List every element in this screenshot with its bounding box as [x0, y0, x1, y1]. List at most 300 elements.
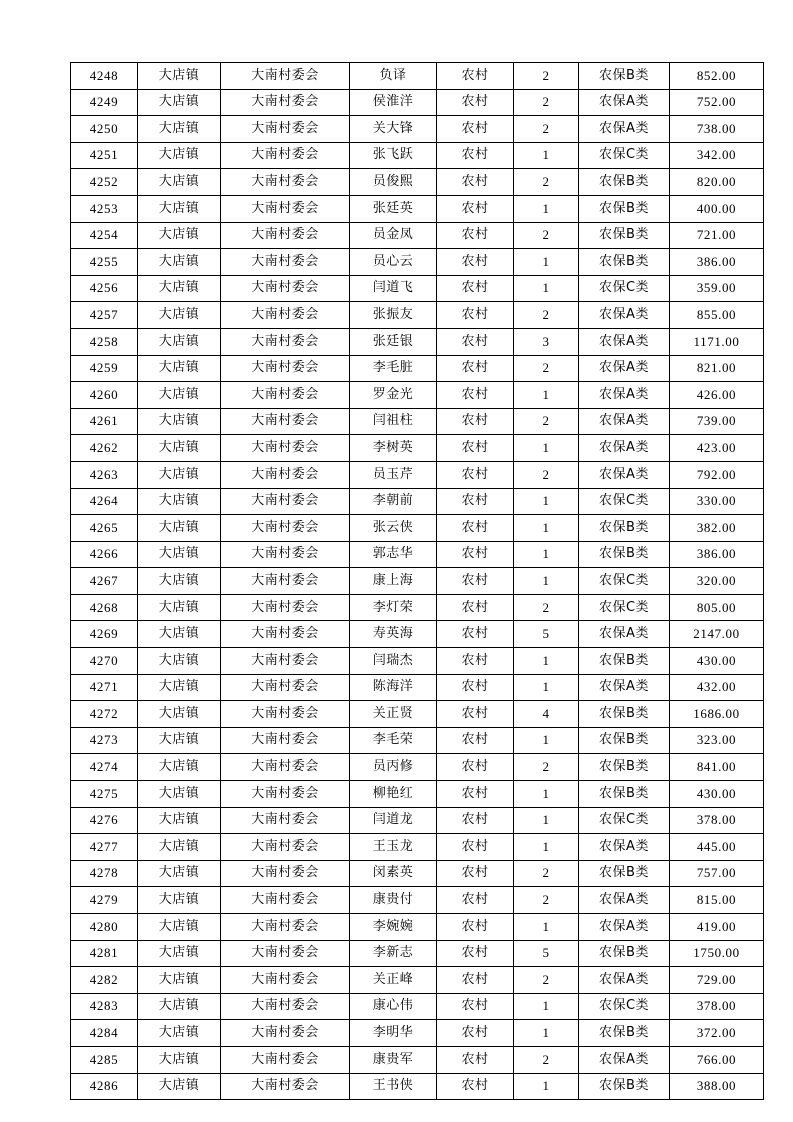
table-row: [71, 169, 764, 196]
cell-id: 4272: [71, 701, 138, 728]
cell-town: 大店镇: [138, 222, 221, 249]
cell-id: 4269: [71, 621, 138, 648]
cell-name: 康心伟: [350, 993, 437, 1020]
cell-town: 大店镇: [138, 408, 221, 435]
cell-village: 大南村委会: [221, 754, 350, 781]
cell-household-type: 农村: [437, 488, 514, 515]
cell-category: 农保C类: [579, 993, 670, 1020]
cell-id: 4266: [71, 541, 138, 568]
table-row: [71, 408, 764, 435]
cell-town: 大店镇: [138, 648, 221, 675]
cell-name: 张飞跃: [350, 142, 437, 169]
cell-village: 大南村委会: [221, 594, 350, 621]
table-row: [71, 142, 764, 169]
cell-person-count: 1: [514, 541, 579, 568]
cell-person-count: 1: [514, 993, 579, 1020]
table-row: [71, 488, 764, 515]
table-row: [71, 1046, 764, 1073]
cell-amount: 729.00: [670, 967, 764, 994]
cell-household-type: 农村: [437, 515, 514, 542]
cell-id: 4251: [71, 142, 138, 169]
cell-town: 大店镇: [138, 355, 221, 382]
cell-household-type: 农村: [437, 275, 514, 302]
cell-household-type: 农村: [437, 195, 514, 222]
cell-person-count: 2: [514, 461, 579, 488]
cell-category: 农保B类: [579, 515, 670, 542]
cell-name: 关正峰: [350, 967, 437, 994]
cell-town: 大店镇: [138, 63, 221, 90]
cell-category: 农保B类: [579, 195, 670, 222]
cell-village: 大南村委会: [221, 355, 350, 382]
table-row: [71, 435, 764, 462]
cell-town: 大店镇: [138, 781, 221, 808]
cell-person-count: 5: [514, 940, 579, 967]
cell-town: 大店镇: [138, 674, 221, 701]
cell-amount: 1686.00: [670, 701, 764, 728]
cell-village: 大南村委会: [221, 674, 350, 701]
cell-category: 农保B类: [579, 648, 670, 675]
cell-town: 大店镇: [138, 701, 221, 728]
cell-village: 大南村委会: [221, 142, 350, 169]
cell-amount: 386.00: [670, 541, 764, 568]
table-row: [71, 568, 764, 595]
cell-category: 农保C类: [579, 488, 670, 515]
cell-name: 张廷银: [350, 328, 437, 355]
cell-amount: 852.00: [670, 63, 764, 90]
cell-village: 大南村委会: [221, 967, 350, 994]
table-row: [71, 302, 764, 329]
cell-person-count: 1: [514, 568, 579, 595]
cell-town: 大店镇: [138, 914, 221, 941]
cell-name: 柳艳红: [350, 781, 437, 808]
cell-town: 大店镇: [138, 1046, 221, 1073]
cell-village: 大南村委会: [221, 222, 350, 249]
cell-household-type: 农村: [437, 674, 514, 701]
cell-name: 李明华: [350, 1020, 437, 1047]
cell-person-count: 1: [514, 648, 579, 675]
cell-category: 农保C类: [579, 568, 670, 595]
cell-person-count: 1: [514, 515, 579, 542]
cell-category: 农保B类: [579, 169, 670, 196]
cell-id: 4273: [71, 727, 138, 754]
table-row: [71, 648, 764, 675]
cell-amount: 445.00: [670, 834, 764, 861]
cell-household-type: 农村: [437, 355, 514, 382]
cell-amount: 386.00: [670, 249, 764, 276]
cell-name: 闫祖柱: [350, 408, 437, 435]
cell-town: 大店镇: [138, 142, 221, 169]
cell-category: 农保B类: [579, 781, 670, 808]
cell-household-type: 农村: [437, 648, 514, 675]
cell-household-type: 农村: [437, 302, 514, 329]
cell-person-count: 1: [514, 781, 579, 808]
cell-category: 农保A类: [579, 834, 670, 861]
cell-town: 大店镇: [138, 807, 221, 834]
table-row: [71, 914, 764, 941]
cell-name: 闵素英: [350, 860, 437, 887]
cell-household-type: 农村: [437, 594, 514, 621]
cell-household-type: 农村: [437, 568, 514, 595]
cell-household-type: 农村: [437, 621, 514, 648]
table-row: [71, 249, 764, 276]
cell-person-count: 2: [514, 89, 579, 116]
cell-person-count: 2: [514, 222, 579, 249]
cell-name: 王玉龙: [350, 834, 437, 861]
cell-household-type: 农村: [437, 63, 514, 90]
cell-id: 4256: [71, 275, 138, 302]
cell-name: 员丙修: [350, 754, 437, 781]
cell-id: 4262: [71, 435, 138, 462]
cell-amount: 320.00: [670, 568, 764, 595]
cell-category: 农保A类: [579, 914, 670, 941]
cell-amount: 821.00: [670, 355, 764, 382]
cell-amount: 342.00: [670, 142, 764, 169]
cell-category: 农保A类: [579, 355, 670, 382]
table-row: [71, 860, 764, 887]
cell-name: 张振友: [350, 302, 437, 329]
table-row: [71, 461, 764, 488]
cell-person-count: 2: [514, 754, 579, 781]
cell-name: 侯淮洋: [350, 89, 437, 116]
cell-id: 4259: [71, 355, 138, 382]
cell-id: 4276: [71, 807, 138, 834]
cell-amount: 757.00: [670, 860, 764, 887]
cell-category: 农保B类: [579, 222, 670, 249]
cell-village: 大南村委会: [221, 648, 350, 675]
cell-name: 关正贤: [350, 701, 437, 728]
cell-name: 王书侠: [350, 1073, 437, 1100]
cell-id: 4270: [71, 648, 138, 675]
cell-household-type: 农村: [437, 887, 514, 914]
cell-village: 大南村委会: [221, 461, 350, 488]
table-row: [71, 807, 764, 834]
cell-person-count: 1: [514, 727, 579, 754]
cell-person-count: 2: [514, 1046, 579, 1073]
cell-id: 4252: [71, 169, 138, 196]
cell-village: 大南村委会: [221, 488, 350, 515]
cell-household-type: 农村: [437, 541, 514, 568]
cell-town: 大店镇: [138, 1020, 221, 1047]
cell-household-type: 农村: [437, 727, 514, 754]
cell-amount: 330.00: [670, 488, 764, 515]
cell-village: 大南村委会: [221, 435, 350, 462]
cell-category: 农保A类: [579, 887, 670, 914]
cell-village: 大南村委会: [221, 1046, 350, 1073]
cell-amount: 766.00: [670, 1046, 764, 1073]
cell-id: 4254: [71, 222, 138, 249]
cell-household-type: 农村: [437, 834, 514, 861]
cell-village: 大南村委会: [221, 275, 350, 302]
cell-person-count: 2: [514, 169, 579, 196]
table-row: [71, 1073, 764, 1100]
cell-household-type: 农村: [437, 435, 514, 462]
cell-category: 农保B类: [579, 754, 670, 781]
cell-amount: 841.00: [670, 754, 764, 781]
cell-category: 农保B类: [579, 1073, 670, 1100]
cell-person-count: 1: [514, 249, 579, 276]
table-row: [71, 754, 764, 781]
cell-name: 郭志华: [350, 541, 437, 568]
cell-name: 员心云: [350, 249, 437, 276]
cell-household-type: 农村: [437, 807, 514, 834]
table-row: [71, 515, 764, 542]
cell-town: 大店镇: [138, 727, 221, 754]
cell-name: 李毛荣: [350, 727, 437, 754]
cell-town: 大店镇: [138, 195, 221, 222]
cell-person-count: 1: [514, 1073, 579, 1100]
cell-household-type: 农村: [437, 89, 514, 116]
cell-village: 大南村委会: [221, 541, 350, 568]
table-row: [71, 195, 764, 222]
cell-village: 大南村委会: [221, 1020, 350, 1047]
cell-household-type: 农村: [437, 1046, 514, 1073]
cell-household-type: 农村: [437, 860, 514, 887]
cell-village: 大南村委会: [221, 701, 350, 728]
cell-category: 农保A类: [579, 1046, 670, 1073]
cell-household-type: 农村: [437, 461, 514, 488]
cell-village: 大南村委会: [221, 116, 350, 143]
cell-id: 4255: [71, 249, 138, 276]
cell-amount: 430.00: [670, 781, 764, 808]
cell-town: 大店镇: [138, 993, 221, 1020]
cell-name: 康上海: [350, 568, 437, 595]
table-row: [71, 993, 764, 1020]
cell-town: 大店镇: [138, 834, 221, 861]
cell-name: 张廷英: [350, 195, 437, 222]
cell-person-count: 1: [514, 1020, 579, 1047]
cell-id: 4260: [71, 382, 138, 409]
cell-amount: 820.00: [670, 169, 764, 196]
table-row: [71, 89, 764, 116]
cell-person-count: 2: [514, 355, 579, 382]
cell-amount: 2147.00: [670, 621, 764, 648]
cell-id: 4271: [71, 674, 138, 701]
cell-name: 寿英海: [350, 621, 437, 648]
cell-amount: 378.00: [670, 807, 764, 834]
table-row: [71, 727, 764, 754]
cell-village: 大南村委会: [221, 382, 350, 409]
cell-household-type: 农村: [437, 993, 514, 1020]
table-row: [71, 328, 764, 355]
cell-amount: 372.00: [670, 1020, 764, 1047]
cell-town: 大店镇: [138, 89, 221, 116]
cell-town: 大店镇: [138, 940, 221, 967]
cell-household-type: 农村: [437, 940, 514, 967]
cell-person-count: 1: [514, 142, 579, 169]
cell-village: 大南村委会: [221, 169, 350, 196]
cell-person-count: 2: [514, 63, 579, 90]
cell-id: 4280: [71, 914, 138, 941]
cell-person-count: 1: [514, 488, 579, 515]
cell-name: 员俊熙: [350, 169, 437, 196]
cell-id: 4282: [71, 967, 138, 994]
cell-person-count: 1: [514, 914, 579, 941]
table-row: [71, 701, 764, 728]
cell-village: 大南村委会: [221, 63, 350, 90]
cell-category: 农保A类: [579, 302, 670, 329]
cell-name: 李婉婉: [350, 914, 437, 941]
cell-village: 大南村委会: [221, 727, 350, 754]
cell-village: 大南村委会: [221, 408, 350, 435]
cell-town: 大店镇: [138, 275, 221, 302]
cell-town: 大店镇: [138, 328, 221, 355]
cell-category: 农保B类: [579, 63, 670, 90]
cell-category: 农保A类: [579, 674, 670, 701]
cell-person-count: 2: [514, 302, 579, 329]
cell-village: 大南村委会: [221, 568, 350, 595]
cell-amount: 432.00: [670, 674, 764, 701]
table-row: [71, 116, 764, 143]
cell-id: 4250: [71, 116, 138, 143]
cell-id: 4249: [71, 89, 138, 116]
cell-name: 康贵付: [350, 887, 437, 914]
cell-village: 大南村委会: [221, 1073, 350, 1100]
cell-village: 大南村委会: [221, 993, 350, 1020]
cell-category: 农保B类: [579, 701, 670, 728]
cell-amount: 388.00: [670, 1073, 764, 1100]
cell-village: 大南村委会: [221, 621, 350, 648]
cell-person-count: 2: [514, 887, 579, 914]
cell-id: 4253: [71, 195, 138, 222]
cell-town: 大店镇: [138, 541, 221, 568]
cell-amount: 323.00: [670, 727, 764, 754]
cell-village: 大南村委会: [221, 834, 350, 861]
cell-household-type: 农村: [437, 382, 514, 409]
cell-person-count: 1: [514, 807, 579, 834]
cell-person-count: 3: [514, 328, 579, 355]
cell-person-count: 1: [514, 195, 579, 222]
cell-category: 农保B类: [579, 727, 670, 754]
cell-household-type: 农村: [437, 1073, 514, 1100]
cell-amount: 423.00: [670, 435, 764, 462]
table-row: [71, 967, 764, 994]
cell-village: 大南村委会: [221, 860, 350, 887]
cell-amount: 426.00: [670, 382, 764, 409]
cell-amount: 1750.00: [670, 940, 764, 967]
cell-amount: 359.00: [670, 275, 764, 302]
cell-village: 大南村委会: [221, 940, 350, 967]
cell-name: 张云侠: [350, 515, 437, 542]
cell-category: 农保B类: [579, 1020, 670, 1047]
cell-village: 大南村委会: [221, 914, 350, 941]
cell-id: 4286: [71, 1073, 138, 1100]
cell-id: 4257: [71, 302, 138, 329]
cell-person-count: 4: [514, 701, 579, 728]
cell-amount: 855.00: [670, 302, 764, 329]
cell-village: 大南村委会: [221, 195, 350, 222]
table-row: [71, 63, 764, 90]
cell-name: 闫瑞杰: [350, 648, 437, 675]
cell-town: 大店镇: [138, 169, 221, 196]
cell-town: 大店镇: [138, 461, 221, 488]
cell-category: 农保B类: [579, 940, 670, 967]
cell-amount: 1171.00: [670, 328, 764, 355]
cell-person-count: 1: [514, 435, 579, 462]
cell-id: 4284: [71, 1020, 138, 1047]
cell-household-type: 农村: [437, 1020, 514, 1047]
cell-id: 4263: [71, 461, 138, 488]
cell-town: 大店镇: [138, 515, 221, 542]
cell-category: 农保A类: [579, 435, 670, 462]
table-row: [71, 1020, 764, 1047]
table-row: [71, 781, 764, 808]
cell-category: 农保C类: [579, 275, 670, 302]
cell-id: 4267: [71, 568, 138, 595]
cell-town: 大店镇: [138, 302, 221, 329]
cell-category: 农保C类: [579, 594, 670, 621]
cell-village: 大南村委会: [221, 807, 350, 834]
cell-id: 4281: [71, 940, 138, 967]
cell-id: 4264: [71, 488, 138, 515]
cell-amount: 419.00: [670, 914, 764, 941]
cell-id: 4277: [71, 834, 138, 861]
cell-village: 大南村委会: [221, 89, 350, 116]
cell-name: 李树英: [350, 435, 437, 462]
cell-amount: 738.00: [670, 116, 764, 143]
cell-name: 李灯荣: [350, 594, 437, 621]
cell-town: 大店镇: [138, 116, 221, 143]
cell-town: 大店镇: [138, 249, 221, 276]
cell-household-type: 农村: [437, 169, 514, 196]
cell-amount: 739.00: [670, 408, 764, 435]
cell-amount: 382.00: [670, 515, 764, 542]
cell-id: 4261: [71, 408, 138, 435]
cell-village: 大南村委会: [221, 515, 350, 542]
cell-amount: 400.00: [670, 195, 764, 222]
table-row: [71, 594, 764, 621]
cell-category: 农保C类: [579, 142, 670, 169]
table-row: [71, 355, 764, 382]
cell-category: 农保A类: [579, 89, 670, 116]
cell-id: 4279: [71, 887, 138, 914]
cell-household-type: 农村: [437, 781, 514, 808]
cell-amount: 721.00: [670, 222, 764, 249]
cell-amount: 792.00: [670, 461, 764, 488]
cell-person-count: 1: [514, 674, 579, 701]
cell-category: 农保B类: [579, 860, 670, 887]
cell-amount: 752.00: [670, 89, 764, 116]
cell-category: 农保A类: [579, 461, 670, 488]
cell-category: 农保B类: [579, 541, 670, 568]
table-row: [71, 275, 764, 302]
cell-name: 关大锋: [350, 116, 437, 143]
cell-id: 4268: [71, 594, 138, 621]
cell-village: 大南村委会: [221, 249, 350, 276]
cell-name: 李毛脏: [350, 355, 437, 382]
subsidy-roster-table: [70, 62, 764, 1100]
cell-id: 4258: [71, 328, 138, 355]
cell-id: 4278: [71, 860, 138, 887]
cell-household-type: 农村: [437, 914, 514, 941]
cell-name: 闫道龙: [350, 807, 437, 834]
cell-village: 大南村委会: [221, 328, 350, 355]
cell-town: 大店镇: [138, 860, 221, 887]
cell-household-type: 农村: [437, 222, 514, 249]
cell-name: 闫道飞: [350, 275, 437, 302]
cell-category: 农保C类: [579, 807, 670, 834]
cell-village: 大南村委会: [221, 887, 350, 914]
cell-village: 大南村委会: [221, 302, 350, 329]
cell-household-type: 农村: [437, 116, 514, 143]
cell-town: 大店镇: [138, 754, 221, 781]
cell-household-type: 农村: [437, 328, 514, 355]
cell-name: 员玉芹: [350, 461, 437, 488]
cell-household-type: 农村: [437, 754, 514, 781]
cell-person-count: 2: [514, 408, 579, 435]
cell-name: 康贵军: [350, 1046, 437, 1073]
cell-town: 大店镇: [138, 488, 221, 515]
cell-town: 大店镇: [138, 568, 221, 595]
